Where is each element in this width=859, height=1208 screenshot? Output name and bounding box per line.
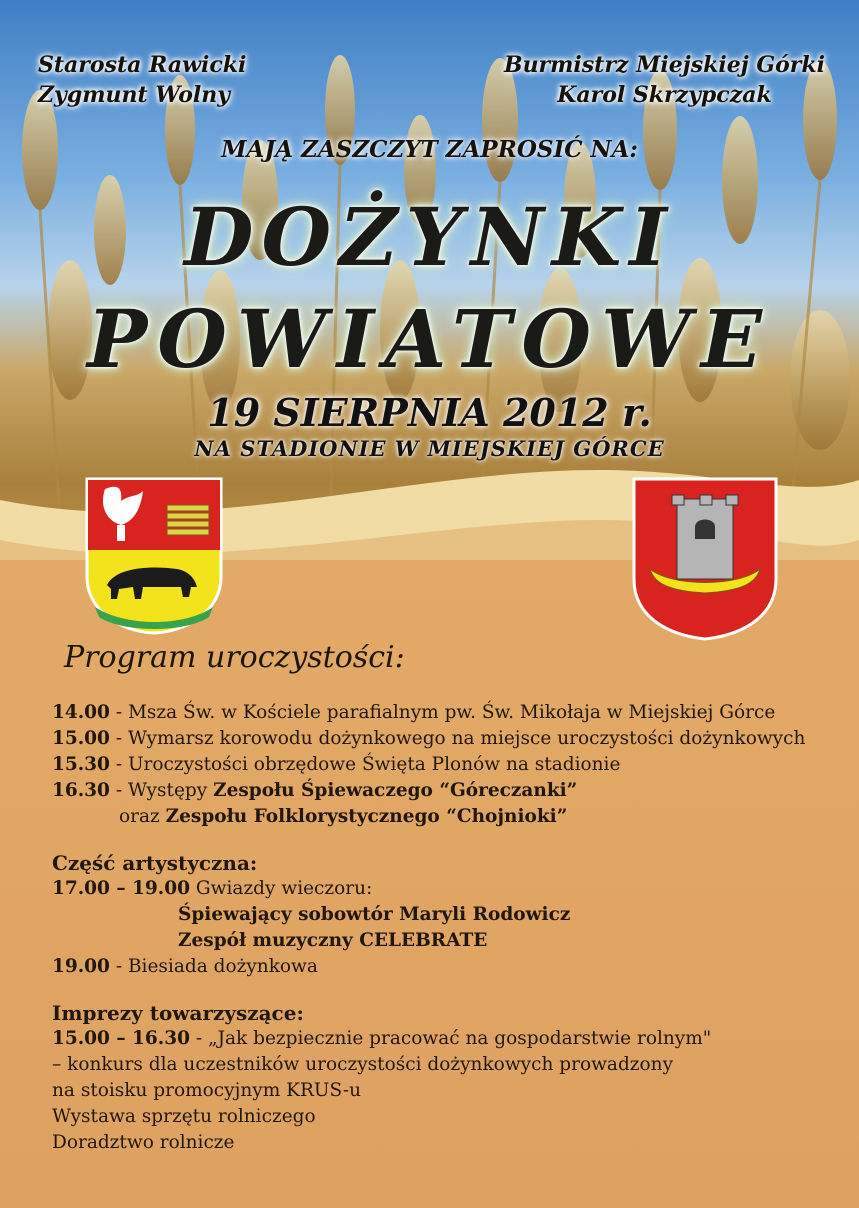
program-time: 16.30 [52,780,110,801]
program-sep: - [109,754,128,775]
program-text: Występy [127,780,214,801]
events-line: Doradztwo rolnicze [52,1132,235,1153]
program-text: Uroczystości obrzędowe Święta Plonów na stadionie [127,754,621,775]
art-time: 17.00 – 19.00 [52,878,190,899]
event-place: NA STADIONIE W MIEJSKIEJ GÓRCE [194,436,665,461]
invite-line: MAJĄ ZASZCZYT ZAPROSIĆ NA: [221,136,638,163]
art-star-2 [52,928,832,954]
art-heading: Część artystyczna: [52,851,258,875]
events-heading: Imprezy towarzyszące: [52,1001,304,1025]
program-list [52,700,832,1156]
program-time: 15.30 [52,754,110,775]
program-text: Msza Św. w Kościele parafialnym pw. Św. Mikołaja w Miejskiej Górce [127,702,776,723]
starosta-name: Zygmunt Wolny [38,82,231,108]
program-text-bold: Zespołu Śpiewaczego “Góreczanki” [213,780,578,801]
art-star-text: Śpiewający sobowtór Maryli Rodowicz [178,904,571,925]
events-sep: - [190,1028,209,1049]
powiat-crest-icon [85,477,223,635]
program-text: oraz [119,806,166,827]
program-time: 15.00 [52,728,110,749]
program-item [52,700,832,726]
program-heading: Program uroczystości: [64,640,405,675]
events-item [52,1026,832,1052]
event-title-line1: DOŻYNKI [184,190,675,284]
program-sep: - [109,728,128,749]
events-line: na stoisku promocyjnym KRUS-u [52,1080,362,1101]
burmistrz-header [504,50,825,110]
program-sep: - [109,780,128,801]
art-text: Biesiada dożynkowa [127,956,318,977]
town-crest-icon [632,477,778,641]
event-title-line2: POWIATOWE [87,292,772,386]
events-line: Wystawa sprzętu rolniczego [52,1106,316,1127]
program-item [52,778,832,804]
starosta-title: Starosta Rawicki [38,52,247,78]
art-item [52,954,832,980]
program-text-bold: Zespołu Folklorystycznego “Chojnioki” [165,806,568,827]
burmistrz-title: Burmistrz Miejskiej Górki [503,52,825,78]
program-time: 14.00 [52,702,110,723]
program-sep: - [109,702,128,723]
event-date: 19 SIERPNIA 2012 r. [207,390,652,435]
art-time: 19.00 [52,956,110,977]
art-star-text: Zespół muzyczny CELEBRATE [178,930,488,951]
program-text: Wymarsz korowodu dożynkowego na miejsce uroczystości dożynkowych [127,728,806,749]
art-sep: - [109,956,128,977]
events-line: – konkurs dla uczestników uroczystości dożynkowych prowadzony [52,1054,674,1075]
art-item [52,876,832,902]
burmistrz-name: Karol Skrzypczak [557,82,772,108]
program-item-continued [52,804,832,830]
art-star-1 [52,902,832,928]
art-text: Gwiazdy wieczoru: [190,878,373,899]
events-text: „Jak bezpiecznie pracować na gospodarstwie rolnym" [208,1028,712,1049]
starosta-header [38,50,246,110]
events-time: 15.00 – 16.30 [52,1028,190,1049]
program-item [52,726,832,752]
program-item [52,752,832,778]
